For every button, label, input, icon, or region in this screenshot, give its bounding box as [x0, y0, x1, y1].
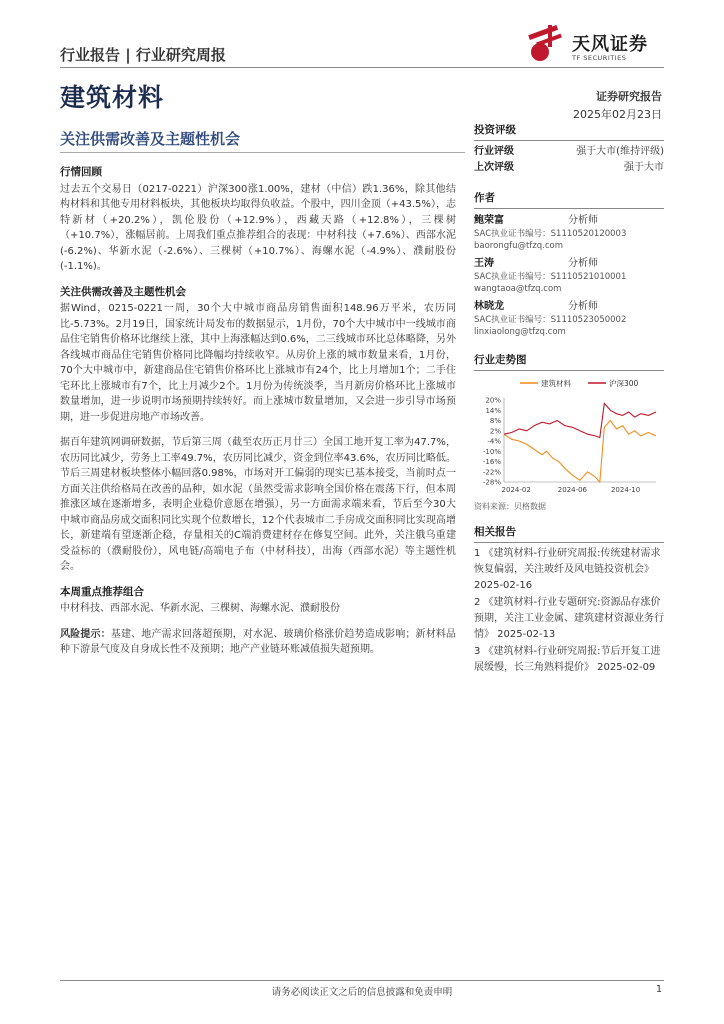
x-tick-label: 2024-06	[557, 486, 588, 494]
industry-title: 建筑材料	[60, 83, 165, 112]
header-divider	[60, 67, 664, 68]
report-kind: 证券研究报告	[596, 90, 662, 103]
portfolio-body: 中材科技、西部水泥、华新水泥、三棵树、海螺水泥、濮耐股份	[60, 603, 340, 614]
rating-previous-row	[474, 160, 664, 176]
y-tick-label: -10%	[482, 447, 501, 456]
author-role: 分析师	[568, 215, 598, 226]
related-heading: 相关报告	[474, 524, 664, 543]
y-tick-label: -28%	[482, 478, 501, 487]
x-tick-label: 2024-02	[501, 486, 531, 494]
rating-heading: 投资评级	[474, 122, 664, 141]
sidebar	[474, 122, 664, 677]
risk-body: 基建、地产需求回落超预期，对水泥、玻璃价格涨价趋势造成影响；新材料品种下游景气度及自身成长性不及预期；地产产业链环账减值损失超预期。	[60, 628, 457, 655]
rating-industry-row	[474, 144, 664, 160]
logo-name: 天风证券	[572, 34, 648, 55]
y-tick-label: 20%	[485, 396, 501, 405]
author-cert: SAC执业证书编号：S1110520120003	[474, 229, 627, 239]
report-date: 2025年02月23日	[573, 108, 662, 121]
author-item	[474, 256, 664, 295]
rating-previous-label: 上次评级	[474, 162, 514, 173]
author-email[interactable]: linxiaolong@tfzq.com	[474, 327, 566, 337]
series-line	[504, 421, 656, 483]
risk-block	[60, 627, 456, 658]
rating-industry-label: 行业评级	[474, 146, 514, 157]
report-type: 行业报告 | 行业研究周报	[60, 46, 226, 64]
supply-body-1: 据Wind，0215-0221一周，30个大中城市商品房销售面积148.96万平米，农历同比-5.73%。2月19日，国家统计局发布的数据显示，1月份，70个大中城市中一线城市商品住宅销售价格环比继续上涨，其中上海涨幅达到0.6%，二三线城市环比总体略降，另外各线城市商品住宅销售价格同比降幅均持续收窄。从房价上涨的城市数量来看，1月份，70个大中城市中，新建商品住宅销售价格环比上涨城市有24个，比上月增加1个；二手住宅环比上涨城市有7个，比上月减少2个。1月份为传统淡季，当月新房价格环比上涨城市数量增加，进一步说明市场预期持续转好。而上涨城市数量增加，又会进一步引导市场预期，进一步促进房地产市场改善。	[60, 303, 456, 423]
risk-heading: 风险提示：	[60, 628, 111, 640]
authors-heading: 作者	[474, 190, 664, 209]
author-name: 王涛	[474, 258, 494, 269]
y-tick-label: 8%	[489, 417, 501, 425]
author-item	[474, 299, 664, 338]
author-role: 分析师	[568, 301, 598, 312]
portfolio-heading: 本周重点推荐组合	[60, 585, 144, 598]
related-report-item[interactable]: 1 《建筑材料-行业研究周报:传统建材需求恢复偏弱，关注玻纤及风电链投资机会》 2025-02-16	[474, 548, 661, 591]
rating-previous-value: 强于大市	[624, 162, 664, 173]
y-tick-label: -22%	[482, 468, 501, 477]
footer-divider	[60, 980, 664, 981]
chart-source: 资料来源：贝格数据	[474, 502, 546, 511]
review-body: 过去五个交易日（0217-0221）沪深300涨1.00%，建材（中信）跌1.36%，除其他结构材料和其他专用材料板块，其他板块均取得负收益。个股中，四川金顶（+43.5%），志特新材（+20.2%），凯伦股份（+12.9%），西藏天路（+12.8%），三棵树（+10.7%），涨幅居前。上周我们重点推荐组合的表现：中材科技（+7.6%）、西部水泥(-6.2%)、华新水泥（-2.6%）、三棵树（+10.7%）、海螺水泥（-4.9%）、濮耐股份(-1.1%)。	[60, 183, 456, 272]
tf-logo-icon	[522, 22, 568, 66]
main-content	[60, 165, 456, 668]
x-tick-label: 2024-10	[610, 486, 641, 494]
related-report-item[interactable]: 2 《建筑材料-行业专题研究:资源品存涨价预期，关注工业金属、建筑建材资源业务行情》 2025-02-13	[474, 597, 664, 640]
trend-chart-svg	[474, 374, 664, 499]
legend-label: 沪深300	[609, 379, 639, 388]
trend-chart	[474, 374, 664, 499]
y-tick-label: 14%	[485, 406, 501, 415]
company-logo	[522, 22, 672, 66]
author-item	[474, 213, 664, 252]
review-heading: 行情回顾	[60, 166, 102, 178]
related-report-item[interactable]: 3 《建筑材料-行业研究周报:节后开复工进展缓慢，长三角熟料提价》 2025-02-09	[474, 646, 661, 673]
series-line	[504, 403, 656, 437]
footer-disclaimer: 请务必阅读正文之后的信息披露和免责申明	[271, 987, 453, 998]
y-tick-label: 2%	[489, 427, 501, 436]
y-tick-label: -4%	[487, 437, 501, 446]
author-email[interactable]: baorongfu@tfzq.com	[474, 241, 564, 251]
author-name: 林晓龙	[474, 301, 504, 312]
supply-heading: 关注供需改善及主题性机会	[60, 285, 186, 298]
logo-sub: TF SECURITIES	[572, 54, 627, 62]
author-role: 分析师	[568, 258, 598, 269]
trend-heading: 行业走势图	[474, 352, 664, 371]
rating-industry-value: 强于大市(维持评级)	[576, 146, 664, 157]
author-cert: SAC执业证书编号：S1110523050002	[474, 315, 627, 325]
author-cert: SAC执业证书编号：S1110521010001	[474, 272, 627, 282]
author-email[interactable]: wangtaoa@tfzq.com	[474, 284, 562, 294]
page-number: 1	[655, 984, 662, 995]
legend-label: 建筑材料	[541, 379, 571, 388]
main-title: 关注供需改善及主题性机会	[60, 130, 241, 148]
title-divider	[60, 152, 465, 153]
supply-body-2: 据百年建筑网调研数据，节后第三周（截至农历正月廿三）全国工地开复工率为47.7%，农历同比减少，劳务上工率49.7%，农历同比减少，资金到位率43.6%，农历同比略低。节后三周建材板块整体小幅回落0.98%，市场对开工偏弱的现实已基本接受，当前时点一方面关注供给格局在改善的品种，如水泥（虽然受需求影响全国价格在震荡下行，但本周推涨区域在逐渐增多，表明企业稳价意愿在增强），另一方面需求端来看，节后至今30大中城市商品房成交面积同比实现个位数增长，12个代表城市二手房成交面积同比实现高增长，新建端有望逐渐企稳，存量相关的C端消费建材存在修复空间。此外，关注俄乌重建受益标的（濮耐股份），风电链/高端电子布（中材科技），出海（西部水泥）等主题性机会。	[60, 437, 456, 572]
y-tick-label: -16%	[482, 458, 501, 466]
author-name: 鲍荣富	[474, 215, 504, 226]
